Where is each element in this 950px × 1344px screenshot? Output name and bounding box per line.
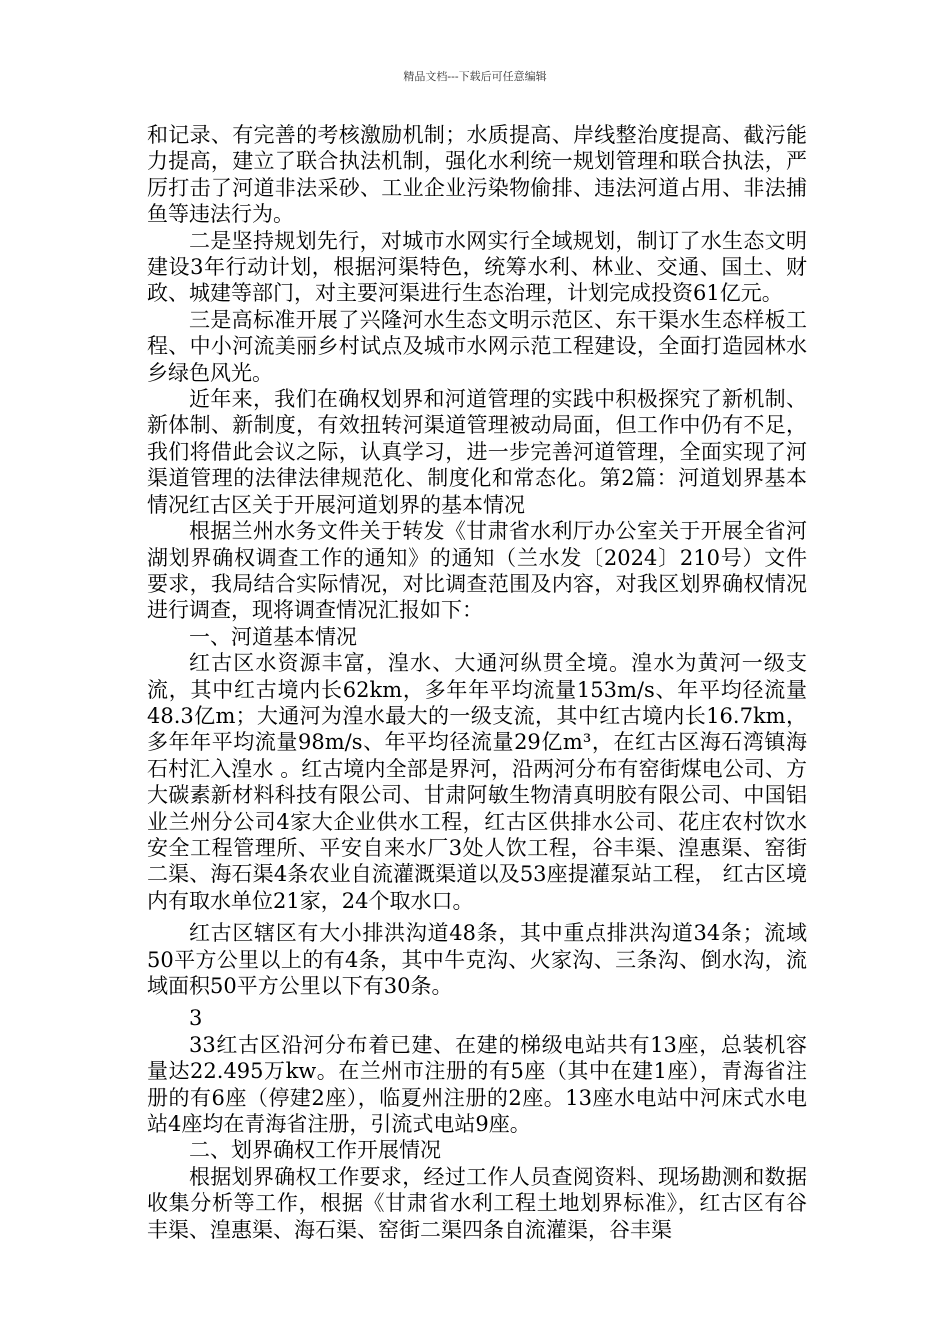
section-heading: 一、河道基本情况	[189, 624, 357, 649]
paragraph: 根据兰州水务文件关于转发《甘肃省水利厅办公室关于开展全省河湖划界确权调查工作的通知》的通知（兰水发〔2024〕210号）文件要求，我局结合实际情况，对比调查范围及内容，对我区划界确权情况进行调查，现将调查情况汇报如下：	[147, 519, 807, 623]
paragraph: 二是坚持规划先行，对城市水网实行全域规划，制订了水生态文明建设3年行动计划，根据河渠特色，统筹水利、林业、交通、国土、财政、城建等部门，对主要河渠进行生态治理，计划完成投资61亿元。	[147, 228, 807, 306]
paragraph: 红古区水资源丰富，湟水、大通河纵贯全境。湟水为黄河一级支流，其中红古境内长62km，多年年平均流量153m/s、年平均径流量48.3亿m；大通河为湟水最大的一级支流，其中红古境内长16.7km，多年年平均流量98m/s、年平均径流量29亿m³，在红古区海石湾镇海石村汇入湟水 。红古境内全部是界河，沿两河分布有窑街煤电公司、方大碳素新材料科技有限公司、甘肃阿敏生物清真明胶有限公司、中国铝业兰州分公司4家大企业供水工程，红古区供排水公司、花庄农村饮水安全工程管理所、平安自来水厂3处人饮工程，谷丰渠、湟惠渠、窑街二渠、海石渠4条农业自流灌溉渠道以及53座提灌泵站工程， 红古区境内有取水单位21家，24个取水口。	[147, 651, 807, 913]
paragraph: 和记录、有完善的考核激励机制；水质提高、岸线整治度提高、截污能力提高，建立了联合执法机制，强化水利统一规划管理和联合执法，严厉打击了河道非法采砂、工业企业污染物偷排、违法河道占用、非法捕鱼等违法行为。	[147, 123, 807, 227]
paragraph: 三是高标准开展了兴隆河水生态文明示范区、东干渠水生态样板工程、中小河流美丽乡村试点及城市水网示范工程建设，全面打造园林水乡绿色风光。	[147, 307, 807, 385]
document-body	[147, 122, 807, 1243]
paragraph: 33红古区沿河分布着已建、在建的梯级电站共有13座，总装机容量达22.495万kw。在兰州市注册的有5座（其中在建1座），青海省注册的有6座（停建2座），临夏州注册的2座。13座水电站中河床式水电站4座均在青海省注册，引流式电站9座。	[147, 1032, 807, 1137]
paragraph: 近年来，我们在确权划界和河道管理的实践中积极探究了新机制、新体制、新制度，有效扭转河渠道管理被动局面，但工作中仍有不足，我们将借此会议之际，认真学习，进一步完善河道管理，全面实现了河渠道管理的法律法律规范化、制度化和常态化。第2篇：河道划界基本情况红古区关于开展河道划界的基本情况	[147, 387, 807, 517]
section-heading: 二、划界确权工作开展情况	[189, 1138, 441, 1163]
paragraph: 红古区辖区有大小排洪沟道48条，其中重点排洪沟道34条；流域50平方公里以上的有4条，其中牛克沟、火家沟、三条沟、倒水沟，流域面积50平方公里以下有30条。	[147, 921, 807, 998]
page-number: 3	[189, 1006, 203, 1031]
paragraph: 根据划界确权工作要求，经过工作人员查阅资料、现场勘测和数据收集分析等工作，根据《甘肃省水利工程土地划界标准》，红古区有谷丰渠、湟惠渠、海石渠、窑街二渠四条自流灌渠，谷丰渠	[147, 1164, 807, 1242]
page-header: 精品文档---下载后可任意编辑	[403, 70, 547, 83]
